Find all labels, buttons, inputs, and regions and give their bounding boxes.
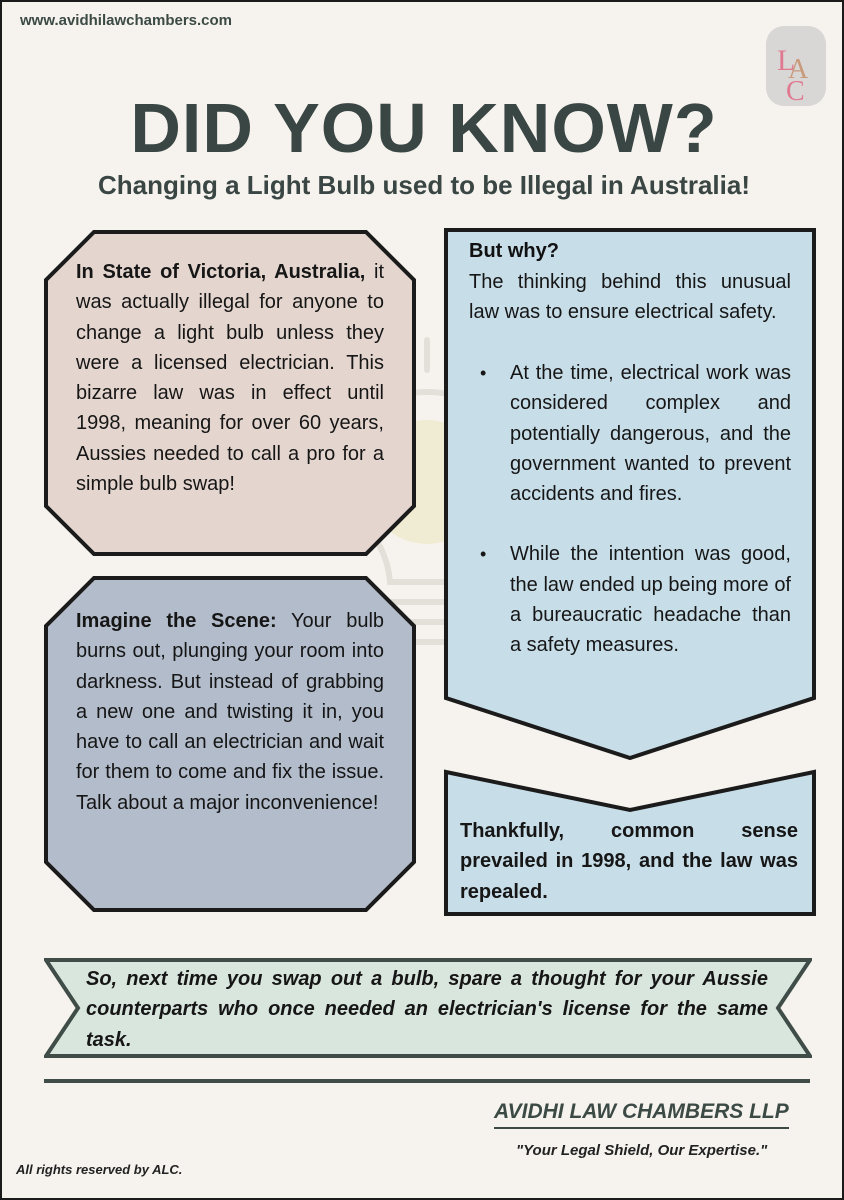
firm-tagline: "Your Legal Shield, Our Expertise." — [516, 1142, 768, 1159]
page-title: DID YOU KNOW? — [130, 89, 718, 167]
firm-name: AVIDHI LAW CHAMBERS LLP — [494, 1100, 789, 1129]
victoria-lead: In State of Victoria, Australia, — [76, 261, 366, 283]
scene-lead: Imagine the Scene: — [76, 610, 277, 632]
svg-text:L: L — [777, 44, 796, 77]
svg-text:A: A — [788, 54, 809, 85]
closing-banner-text: So, next time you swap out a bulb, spare a thought for your Aussie counterparts who once needed an electrician's license for the same task. — [86, 968, 768, 1051]
svg-text:C: C — [786, 76, 805, 106]
rights-notice: All rights reserved by ALC. — [16, 1162, 183, 1177]
scene-info-box — [44, 576, 416, 912]
victoria-body: it was actually illegal for anyone to change a light bulb unless they were a licensed electrician. This bizarre law was in effect until 1998, meaning for over 60 years, Aussies needed to call a pro for a simple bulb swap! — [76, 261, 384, 496]
why-intro: The thinking behind this unusual law was to ensure electrical safety. — [469, 271, 791, 324]
footer-divider — [44, 1079, 810, 1083]
why-bullet-2: • While the intention was good, the law ended up being more of a bureaucratic headache than a safety measures. — [474, 539, 791, 660]
why-bullet-list — [474, 358, 791, 661]
site-url[interactable]: www.avidhilawchambers.com — [20, 12, 233, 29]
victoria-info-box — [44, 230, 416, 556]
why-bullet-1: • At the time, electrical work was considered complex and potentially dangerous, and the government wanted to prevent accidents and fires. — [474, 358, 791, 509]
victoria-text — [76, 257, 384, 499]
why-title: But why? — [469, 240, 559, 262]
repeal-text: Thankfully, common sense prevailed in 1998, and the law was repealed. — [460, 820, 798, 903]
scene-text — [76, 606, 384, 818]
scene-body: Your bulb burns out, plunging your room into darkness. But instead of grabbing a new one and twisting it in, you have to call an electrician and wait for them to come and fix the issue. Talk about a major inconvenience! — [76, 610, 385, 814]
why-info-box — [444, 228, 816, 760]
repeal-info-box — [444, 768, 816, 916]
page-subtitle: Changing a Light Bulb used to be Illegal in Australia! — [98, 170, 750, 200]
